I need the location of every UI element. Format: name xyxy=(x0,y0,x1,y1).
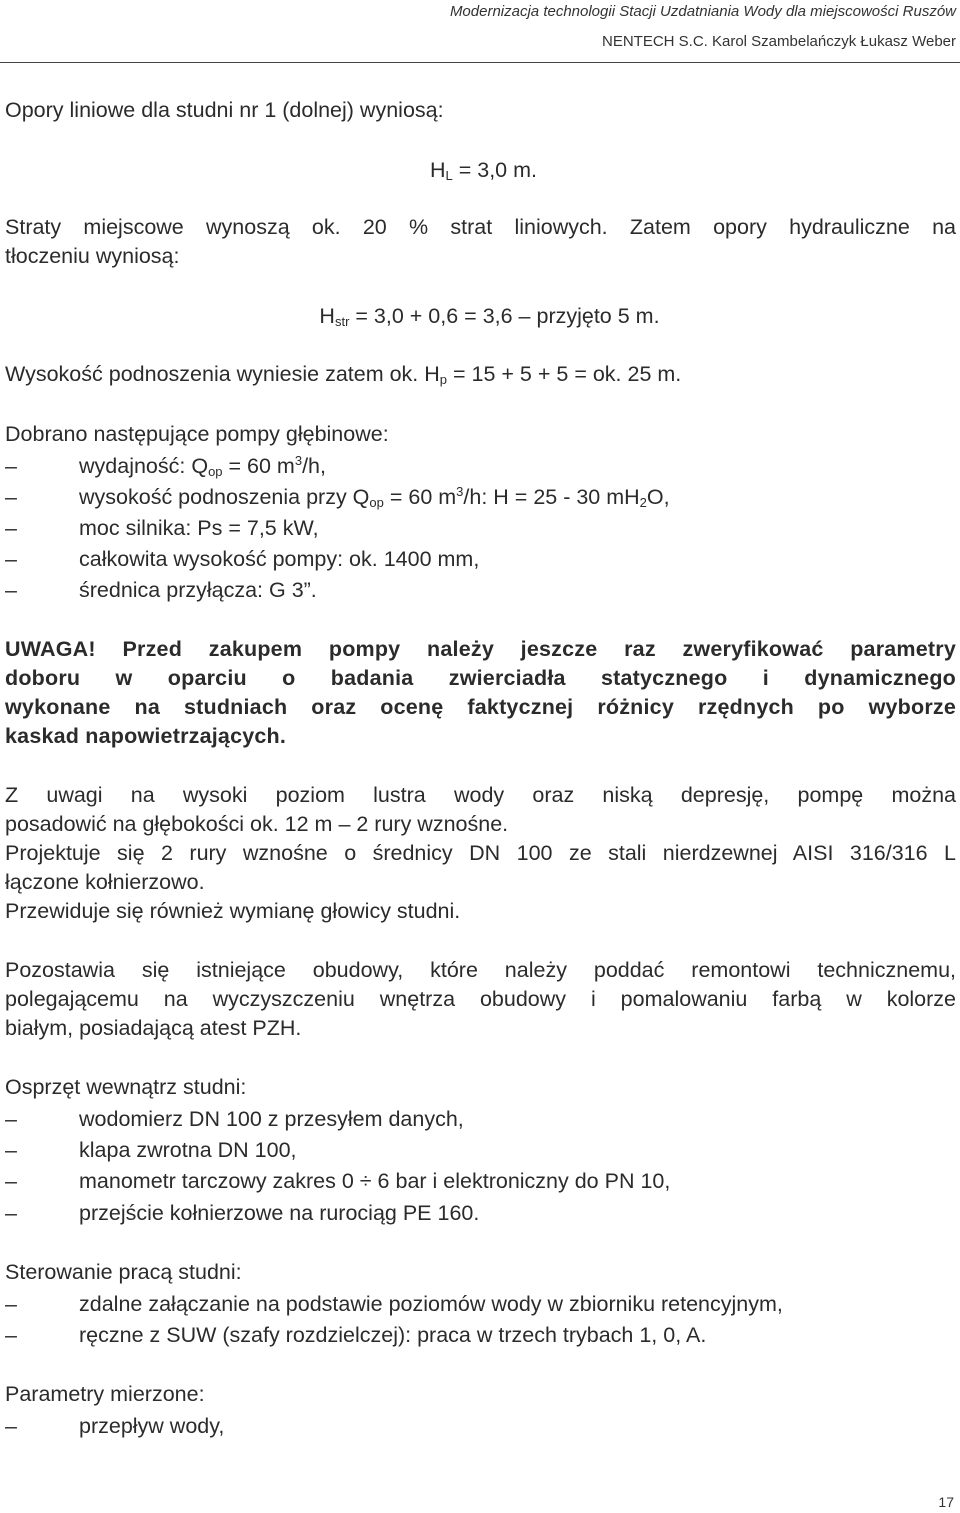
warning-line-2: doboru w oparciu o badania zwierciadła statycznego i dynamicznego xyxy=(5,666,956,690)
paragraph-risers-line2: łączone kołnierzowo. xyxy=(5,870,205,894)
bullet-dash: – xyxy=(5,516,17,540)
bullet-dash: – xyxy=(5,578,17,602)
bullet-dash: – xyxy=(5,485,17,509)
pump-item-height: całkowita wysokość pompy: ok. 1400 mm, xyxy=(79,547,480,571)
paragraph-housing-line2: polegającemu na wyczyszczeniu wnętrza obudowy i pomalowaniu farbą w kolorze xyxy=(5,987,956,1011)
control-item: zdalne załączanie na podstawie poziomów wody w zbiorniku retencyjnym, xyxy=(79,1292,783,1316)
equipment-item: wodomierz DN 100 z przesyłem danych, xyxy=(79,1107,464,1131)
pump-item-capacity: wydajność: $Q_{op} = 60$ $m^3/h$, xyxy=(79,453,326,479)
bullet-dash: – xyxy=(5,1107,17,1131)
header-company: NENTECH S.C. Karol Szambelańczyk Łukasz Weber xyxy=(601,33,956,50)
pump-item-lift: wysokość podnoszenia przy $Q_{op} = 60$ $m^3/h$: H = 25 - 30 $mH_2O$, xyxy=(79,484,670,510)
equipment-item: przejście kołnierzowe na rurociąg PE 160. xyxy=(79,1201,480,1225)
control-item: ręczne z SUW (szafy rozdzielczej): praca w trzech trybach 1, 0, A. xyxy=(79,1323,707,1347)
pump-item-connection: średnica przyłącza: G 3”. xyxy=(79,578,317,602)
measured-item: przepływ wody, xyxy=(79,1414,225,1438)
paragraph-wellhead: Przewiduje się również wymianę głowicy studni. xyxy=(5,899,461,923)
warning-line-1: UWAGA! Przed zakupem pompy należy jeszcze raz zweryfikować parametry xyxy=(5,637,956,661)
equation-hstr: $H_{str} = 3,0 + 0,6 = 3,6$ – przyjęto 5 m. xyxy=(319,304,660,329)
control-intro: Sterowanie pracą studni: xyxy=(5,1260,242,1284)
paragraph-pump-depth-line2: posadowić na głębokości ok. 12 m – 2 rury wznośne. xyxy=(5,812,509,836)
paragraph-risers-line1: Projektuje się 2 rury wznośne o średnicy DN 100 ze stali nierdzewnej AISI 316/316 L xyxy=(5,841,956,865)
bullet-dash: – xyxy=(5,1138,17,1162)
equipment-item: klapa zwrotna DN 100, xyxy=(79,1138,297,1162)
paragraph-line-resistance: Opory liniowe dla studni nr 1 (dolnej) wyniosą: xyxy=(5,98,444,122)
paragraph-local-losses-line2: tłoczeniu wyniosą: xyxy=(5,244,180,268)
pump-item-power: moc silnika: Ps = 7,5 kW, xyxy=(79,516,319,540)
bullet-dash: – xyxy=(5,454,17,478)
pumps-intro: Dobrano następujące pompy głębinowe: xyxy=(5,422,389,446)
equipment-item: manometr tarczowy zakres 0 ÷ 6 bar i elektroniczny do PN 10, xyxy=(79,1169,671,1193)
warning-line-3: wykonane na studniach oraz ocenę faktycznej różnicy rzędnych po wyborze xyxy=(5,695,956,719)
equipment-intro: Osprzęt wewnątrz studni: xyxy=(5,1075,247,1099)
paragraph-pump-depth-line1: Z uwagi na wysoki poziom lustra wody oraz niską depresję, pompę można xyxy=(5,783,956,807)
warning-line-4: kaskad napowietrzających. xyxy=(5,724,287,748)
paragraph-housing-line1: Pozostawia się istniejące obudowy, które należy poddać remontowi technicznemu, xyxy=(5,958,956,982)
bullet-dash: – xyxy=(5,1414,17,1438)
header-title: Modernizacja technologii Stacji Uzdatniania Wody dla miejscowości Ruszów xyxy=(449,3,956,20)
bullet-dash: – xyxy=(5,1323,17,1347)
bullet-dash: – xyxy=(5,547,17,571)
bullet-dash: – xyxy=(5,1292,17,1316)
header-divider xyxy=(0,62,960,63)
bullet-dash: – xyxy=(5,1169,17,1193)
equation-hl: $H_L = 3,0$ m. xyxy=(429,158,537,183)
measured-intro: Parametry mierzone: xyxy=(5,1382,205,1406)
page-number: 17 xyxy=(938,1494,954,1510)
paragraph-lift-height: Wysokość podnoszenia wyniesie zatem ok. $H_p = 15 + 5 + 5$ = ok. 25 m. xyxy=(5,362,682,387)
bullet-dash: – xyxy=(5,1201,17,1225)
paragraph-local-losses-line1: Straty miejscowe wynoszą ok. 20 % strat liniowych. Zatem opory hydrauliczne na xyxy=(5,215,956,239)
paragraph-housing-line3: białym, posiadającą atest PZH. xyxy=(5,1016,302,1040)
